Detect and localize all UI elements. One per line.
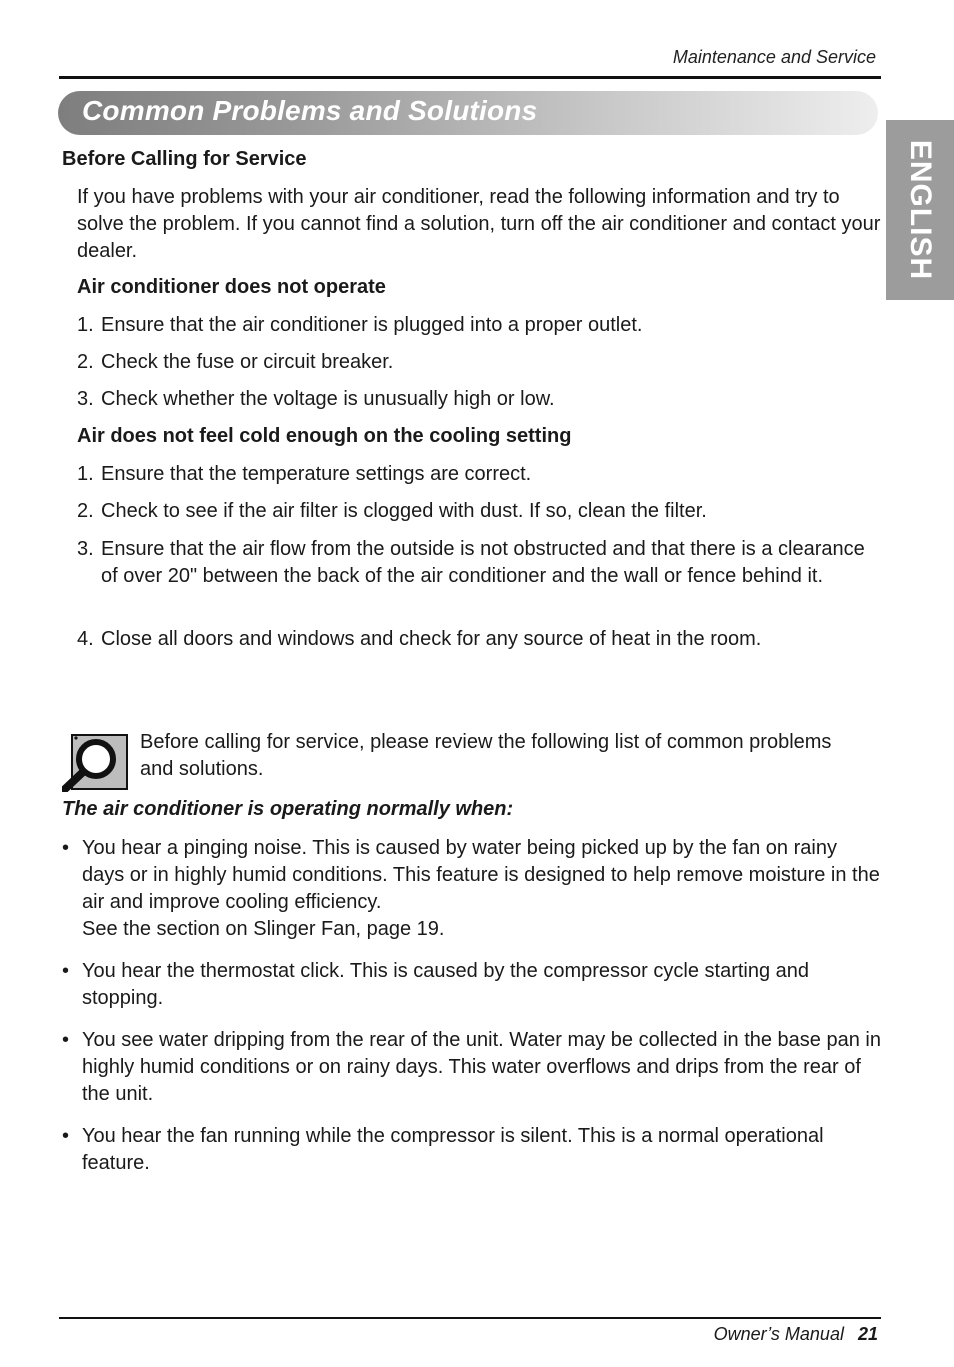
bullet-dot: • — [62, 837, 70, 859]
bullet-text: You hear a pinging noise. This is caused by water being picked up by the fan on rainy days or in highly humid conditions. This feature is designed to help remove moisture in the air and improve cooling efficiency. — [82, 837, 880, 913]
item-text: Check the fuse or circuit breaker. — [101, 351, 394, 373]
item-text: Ensure that the air flow from the outside is not obstructed and that there is a clearance of over 20" between the back of the air conditioner and the wall or fence behind it. — [101, 538, 865, 587]
before-calling-heading: Before Calling for Service — [62, 148, 307, 170]
item-number: 2. — [77, 500, 94, 522]
item-text: Check to see if the air filter is clogged with dust. If so, clean the filter. — [101, 500, 707, 522]
item-number: 1. — [77, 463, 94, 485]
magnifier-icon — [62, 732, 128, 792]
group-heading-not-operate: Air conditioner does not operate — [77, 276, 386, 298]
intro-paragraph: If you have problems with your air conditioner, read the following information and try to solve the problem. If you cannot find a solution, turn off the air conditioner and contact your dealer. — [77, 186, 881, 262]
list-item — [77, 386, 867, 413]
bottom-rule — [59, 1317, 881, 1319]
bullet-dot: • — [62, 960, 70, 982]
bullet-text: You hear the thermostat click. This is caused by the compressor cycle starting and stopping. — [82, 960, 810, 1009]
language-tab-label: ENGLISH — [904, 139, 937, 281]
list-item — [77, 312, 867, 339]
group-heading-not-cold: Air does not feel cold enough on the cooling setting — [77, 425, 572, 447]
bullet-dot: • — [62, 1029, 70, 1051]
section-title: Common Problems and Solutions — [82, 95, 538, 126]
list-item — [77, 461, 867, 488]
bullet-item — [62, 835, 882, 943]
list-item — [77, 536, 867, 590]
bullet-text: You see water dripping from the rear of the unit. Water may be collected in the base pan in highly humid conditions or on rainy days. This water overflows and drips from the rear of the unit. — [82, 1029, 881, 1105]
top-rule — [59, 76, 881, 79]
bullet-item — [62, 1123, 882, 1177]
list-item — [77, 349, 867, 376]
normal-operation-heading: The air conditioner is operating normally when: — [62, 798, 514, 820]
footer — [714, 1324, 878, 1345]
list-item — [77, 498, 867, 525]
item-text: Ensure that the temperature settings are correct. — [101, 463, 532, 485]
page-number: 21 — [857, 1324, 878, 1344]
item-text: Check whether the voltage is unusually high or low. — [101, 388, 555, 410]
bullet-dot: • — [62, 1125, 70, 1147]
running-head: Maintenance and Service — [672, 47, 876, 67]
bullet-text: You hear the fan running while the compressor is silent. This is a normal operational feature. — [82, 1125, 824, 1174]
item-number: 3. — [77, 538, 94, 560]
item-text: Close all doors and windows and check for any source of heat in the room. — [101, 628, 762, 650]
item-number: 3. — [77, 388, 94, 410]
bullet-item — [62, 1027, 882, 1108]
list-item — [77, 626, 867, 653]
note-text: Before calling for service, please review the following list of common problems and solutions. — [140, 731, 832, 780]
language-tab — [886, 120, 954, 300]
item-text: Ensure that the air conditioner is plugged into a proper outlet. — [101, 314, 643, 336]
bullet-item — [62, 958, 882, 1012]
item-number: 1. — [77, 314, 94, 336]
item-number: 2. — [77, 351, 94, 373]
footer-label: Owner’s Manual — [713, 1324, 844, 1344]
bullet-extra-text: See the section on Slinger Fan, page 19. — [82, 918, 445, 940]
item-number: 4. — [77, 628, 94, 650]
